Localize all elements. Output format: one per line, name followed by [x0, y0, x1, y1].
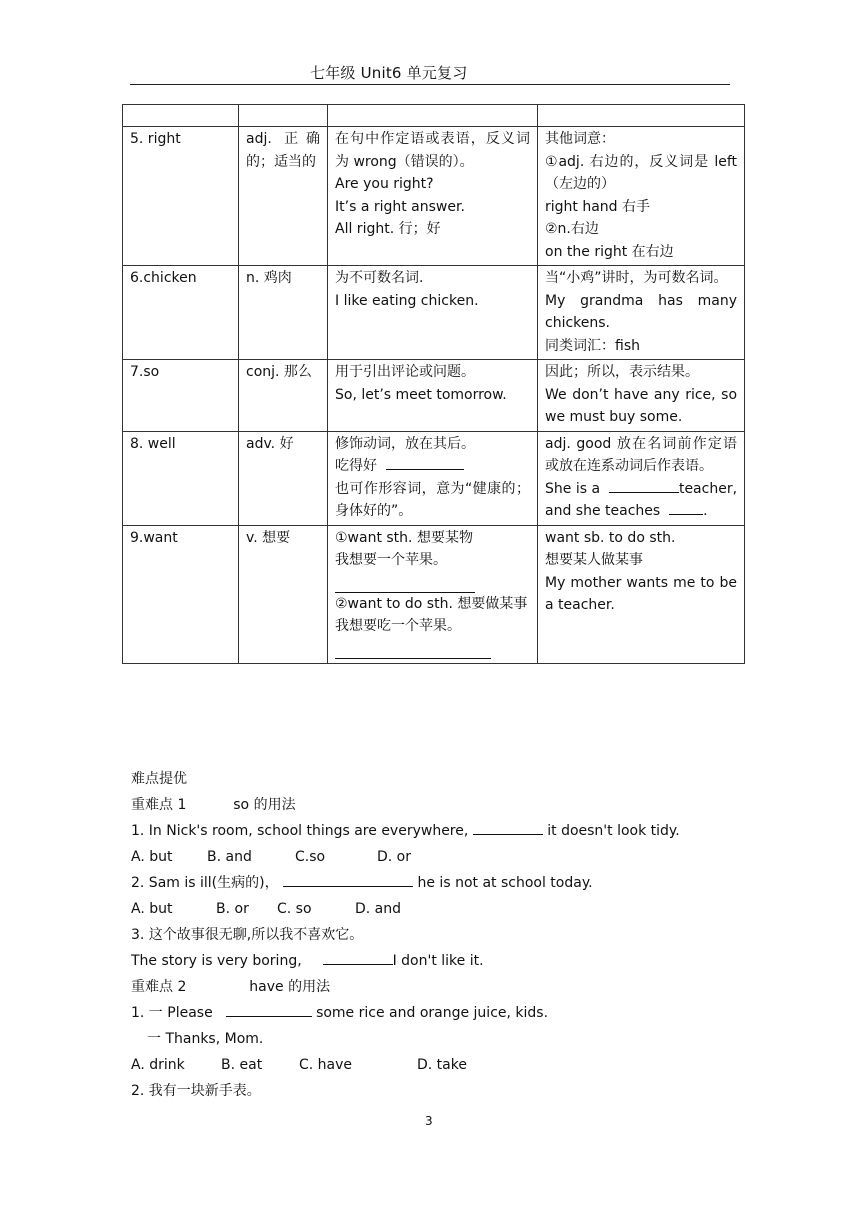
option[interactable]: B. or [216, 901, 249, 917]
notes-cell [538, 431, 745, 525]
notes-text: and she teaches [545, 503, 661, 519]
usage-line: It’s a right answer. [335, 198, 465, 215]
notes-line: ②n.右边 [545, 221, 599, 237]
option[interactable]: C. have [299, 1057, 353, 1073]
usage-line: Are you right? [335, 176, 434, 192]
answer-blank[interactable] [226, 1002, 312, 1017]
key-point-label: 重难点 1 [131, 797, 187, 813]
question-text: 2. Sam is ill(生病的)， [131, 875, 279, 891]
table-row [123, 431, 745, 525]
answer-blank[interactable] [386, 455, 464, 470]
question-text: some rice and orange juice, kids. [316, 1005, 549, 1021]
usage-cell [328, 360, 538, 432]
answer-blank[interactable] [669, 500, 703, 515]
answer-blank[interactable] [609, 478, 679, 493]
usage-line: So, let’s meet tomorrow. [335, 386, 507, 403]
answer-blank[interactable] [323, 950, 393, 965]
header-rule [130, 84, 730, 85]
notes-line: ①adj. 右边的，反义词是 left（左边的） [545, 153, 738, 192]
usage-line [335, 455, 530, 478]
notes-line: We don’t have any rice, so we must buy some. [545, 386, 738, 425]
usage-line: 在句中作定语或表语，反义词为 wrong（错误的）。 [335, 131, 530, 170]
question: 2. 我有一块新手表。 [131, 1083, 261, 1099]
answer-blank[interactable] [283, 872, 413, 887]
part-of-speech-cell: v. 想要 [239, 525, 328, 663]
answer-options [131, 844, 811, 870]
usage-line: 为不可数名词. [335, 270, 424, 286]
option[interactable]: D. or [377, 849, 412, 865]
usage-line: 也可作形容词，意为“健康的；身体好的”。 [335, 480, 530, 519]
table-row [123, 360, 745, 432]
word-cell: 9.want [123, 525, 239, 663]
notes-line: want sb. to do sth. [545, 529, 676, 546]
table-cell [123, 105, 239, 127]
notes-line: right hand 右手 [545, 198, 651, 215]
option[interactable]: A. but [131, 901, 173, 917]
notes-line: 当“小鸡”讲时，为可数名词。 [545, 270, 728, 286]
question-text: he is not at school today. [417, 875, 593, 891]
pos-text: adj. 正确的；适当的 [246, 131, 320, 170]
word-cell: 7.so [123, 360, 239, 432]
option[interactable]: C. so [277, 901, 312, 917]
notes-line [545, 478, 737, 501]
option[interactable]: C.so [295, 849, 326, 865]
notes-line: 想要某人做某事 [545, 552, 643, 568]
part-of-speech-cell: conj. 那么 [239, 360, 328, 432]
usage-line: ②want to do sth. 想要做某事 [335, 595, 528, 612]
vocabulary-table [122, 104, 745, 664]
notes-line: My grandma has many chickens. [545, 292, 738, 331]
usage-text: 吃得好 [335, 458, 377, 474]
question: 3. 这个故事很无聊,所以我不喜欢它。 [131, 927, 364, 943]
notes-cell [538, 525, 745, 663]
question [131, 1000, 811, 1026]
difficult-points-section [131, 766, 811, 1104]
word-cell: 5. right [123, 127, 239, 266]
key-point-heading [131, 974, 811, 1000]
page-number: 3 [425, 1114, 433, 1128]
notes-line: 同类词汇：fish [545, 337, 640, 354]
key-point-label: 重难点 2 [131, 979, 187, 995]
answer-blank[interactable] [335, 640, 491, 659]
question-text: 1. In Nick's room, school things are everywhere, [131, 823, 469, 839]
section-title: 难点提优 [131, 771, 187, 787]
question [131, 818, 811, 844]
question-text: I don't like it. [392, 953, 484, 969]
usage-cell [328, 525, 538, 663]
answer-options [131, 1052, 811, 1078]
question [131, 870, 811, 896]
usage-line: All right. 行；好 [335, 221, 441, 237]
question-text: it doesn't look tidy. [547, 823, 680, 839]
notes-text: She is a [545, 480, 601, 497]
usage-line: 我想要吃一个苹果。 [335, 618, 461, 634]
key-point-topic: so 的用法 [233, 797, 296, 813]
option[interactable]: B. eat [221, 1057, 263, 1073]
option[interactable]: A. drink [131, 1057, 185, 1073]
notes-cell [538, 360, 745, 432]
option[interactable]: D. and [355, 901, 402, 917]
notes-cell [538, 266, 745, 360]
question-text: 1. 一 Please [131, 1005, 213, 1021]
word-cell: 6.chicken [123, 266, 239, 360]
key-point-topic: have 的用法 [249, 979, 331, 995]
table-row [123, 525, 745, 663]
usage-cell [328, 431, 538, 525]
part-of-speech-cell: adv. 好 [239, 431, 328, 525]
table-cell [538, 105, 745, 127]
question-text: The story is very boring, [131, 953, 302, 969]
usage-line: 修饰动词，放在其后。 [335, 435, 475, 452]
part-of-speech-cell [239, 127, 328, 266]
option[interactable]: A. but [131, 849, 173, 865]
notes-line: My mother wants me to be a teacher. [545, 574, 738, 613]
usage-line: 我想要一个苹果。 [335, 552, 447, 568]
notes-line [545, 500, 737, 523]
table-cell [239, 105, 328, 127]
notes-line: adj. good 放在名词前作定语或放在连系动词后作表语。 [545, 435, 738, 474]
usage-cell [328, 266, 538, 360]
key-point-heading [131, 792, 811, 818]
usage-line: ①want sth. 想要某物 [335, 529, 473, 546]
page-header-title: 七年级 Unit6 单元复习 [310, 64, 468, 82]
answer-blank[interactable] [335, 574, 475, 593]
usage-cell [328, 127, 538, 266]
notes-text: . [703, 503, 708, 519]
table-row [123, 127, 745, 266]
word-cell: 8. well [123, 431, 239, 525]
option[interactable]: B. and [207, 849, 252, 865]
notes-text: teacher, [678, 480, 738, 497]
notes-line: on the right 在右边 [545, 243, 674, 260]
usage-line: 用于引出评论或问题。 [335, 364, 475, 380]
table-row [123, 266, 745, 360]
option[interactable]: D. take [417, 1057, 467, 1073]
notes-line: 因此；所以，表示结果。 [545, 364, 699, 380]
notes-line: 其他词意： [545, 131, 615, 147]
usage-line: I like eating chicken. [335, 292, 479, 309]
table-cell [328, 105, 538, 127]
notes-cell [538, 127, 745, 266]
answer-blank[interactable] [473, 820, 543, 835]
dialogue-reply: 一 Thanks, Mom. [147, 1031, 264, 1047]
table-header-row [123, 105, 745, 127]
answer-options [131, 896, 811, 922]
part-of-speech-cell: n. 鸡肉 [239, 266, 328, 360]
question [131, 948, 811, 974]
